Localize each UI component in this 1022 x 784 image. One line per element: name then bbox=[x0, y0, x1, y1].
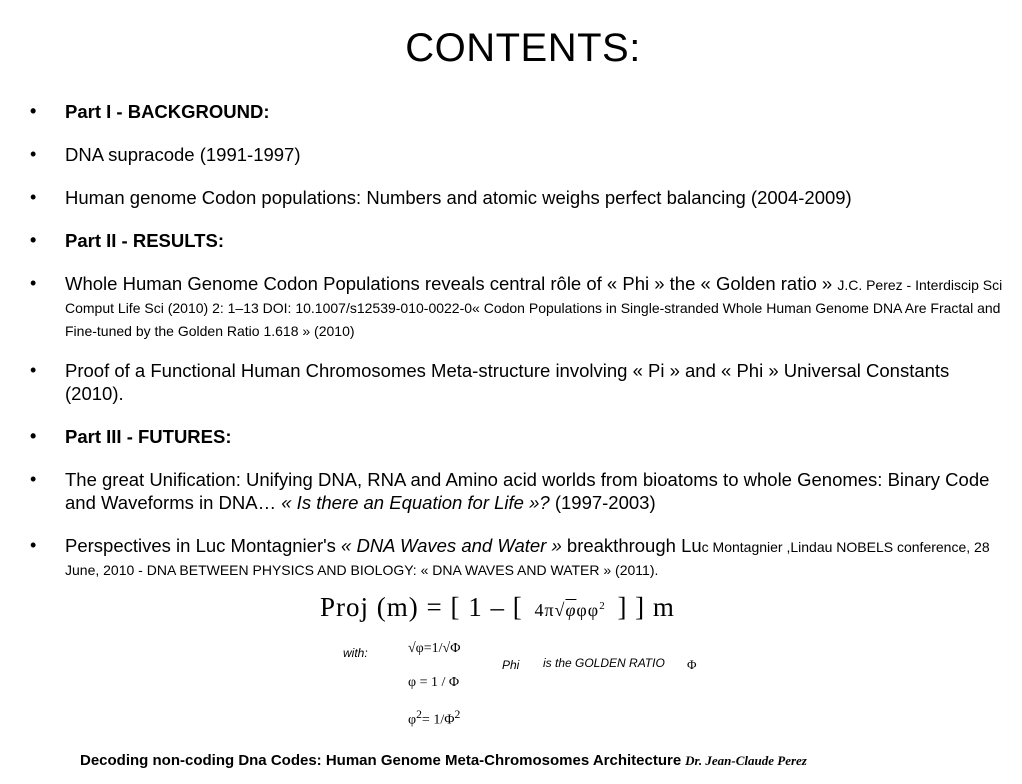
formula-sqrt-phi: φ bbox=[565, 600, 577, 620]
projection-formula bbox=[320, 592, 675, 623]
formula-line-1: √φ=1/√Φ bbox=[408, 641, 461, 656]
formula-lhs: Proj (m) = [ 1 – [ bbox=[320, 592, 523, 622]
bullet-icon: • bbox=[30, 187, 37, 207]
bullet-icon: • bbox=[30, 230, 37, 250]
golden-ratio-symbol: Φ bbox=[687, 657, 697, 672]
list-item bbox=[30, 534, 1005, 580]
bullet-icon: • bbox=[30, 360, 37, 380]
item-text: The great Unification: Unifying DNA, RNA and Amino acid worlds from bioatoms to whole Genomes: Binary Code and Waveforms in DNA… bbox=[65, 469, 990, 513]
item-reference: J.C. Perez - Interdiscip Sci Comput Life Sci (2010) 2: 1–13 DOI: 10.1007/s12539-010-0022-0« Codon Populations in Single-stranded Whole Human Genome DNA Are Fractal and Fine-tuned by the Golden Ratio 1.618 » (2010) bbox=[65, 277, 1003, 339]
list-item bbox=[30, 359, 1005, 405]
bullet-icon: • bbox=[30, 101, 37, 121]
list-item bbox=[30, 272, 1005, 341]
item-text-end: (1997-2003) bbox=[549, 492, 656, 513]
formula-4pi: 4π bbox=[534, 600, 555, 620]
bullet-icon: • bbox=[30, 535, 37, 555]
footer bbox=[80, 752, 1000, 769]
formula-sup: 2 bbox=[599, 600, 606, 612]
bullet-icon: • bbox=[30, 144, 37, 164]
formula-phiphi: φφ bbox=[576, 600, 600, 620]
item-emphasis: « Is there an Equation for Life »? bbox=[281, 492, 550, 513]
item-text: DNA supracode (1991-1997) bbox=[65, 144, 301, 165]
line3-rhs: = 1/Φ bbox=[421, 712, 455, 728]
item-reference: c Montagnier ,Lindau NOBELS conference, 28 June, 2010 - DNA BETWEEN PHYSICS AND BIOLOGY: « DNA WAVES AND WATER » (2011). bbox=[65, 539, 990, 578]
formula-rhs: ] ] m bbox=[617, 592, 675, 622]
list-item bbox=[30, 468, 1005, 514]
item-text-end: breakthrough Lu bbox=[561, 535, 702, 556]
item-text: Part I - BACKGROUND: bbox=[65, 101, 270, 122]
bullet-icon: • bbox=[30, 469, 37, 489]
list-item bbox=[30, 186, 1005, 209]
item-text: Whole Human Genome Codon Populations reveals central rôle of « Phi » the « Golden ratio » bbox=[65, 273, 833, 294]
footer-title: Decoding non-coding Dna Codes: Human Genome Meta-Chromosomes Architecture bbox=[80, 752, 682, 769]
with-label: with: bbox=[343, 646, 368, 660]
item-text: Human genome Codon populations: Numbers and atomic weighs perfect balancing (2004-2009) bbox=[65, 187, 852, 208]
list-item bbox=[30, 143, 1005, 166]
item-text: Part II - RESULTS: bbox=[65, 230, 224, 251]
formula-line-2: φ = 1 / Φ bbox=[408, 675, 460, 690]
formula-line-3 bbox=[408, 708, 460, 729]
item-emphasis: « DNA Waves and Water » bbox=[341, 535, 562, 556]
line3-sup: 2 bbox=[416, 708, 422, 721]
list-item bbox=[30, 100, 1005, 123]
golden-ratio-label: is the GOLDEN RATIO bbox=[543, 656, 665, 670]
contents-list bbox=[30, 100, 1005, 600]
bullet-icon: • bbox=[30, 273, 37, 293]
phi-label: Phi bbox=[502, 658, 520, 672]
page-title: CONTENTS: bbox=[405, 26, 641, 70]
footer-author: Dr. Jean-Claude Perez bbox=[685, 753, 807, 768]
line3-sup2: 2 bbox=[454, 708, 461, 721]
list-item bbox=[30, 425, 1005, 448]
line3-phi: φ bbox=[408, 712, 417, 728]
item-text: Part III - FUTURES: bbox=[65, 426, 232, 447]
bullet-icon: • bbox=[30, 426, 37, 446]
list-item bbox=[30, 229, 1005, 252]
formula-inner: 4π√φφφ$^2$ bbox=[534, 600, 606, 620]
item-text: Proof of a Functional Human Chromosomes Meta-structure involving « Pi » and « Phi » Universal Constants (2010). bbox=[65, 360, 950, 404]
item-text: Perspectives in Luc Montagnier's bbox=[65, 535, 342, 556]
